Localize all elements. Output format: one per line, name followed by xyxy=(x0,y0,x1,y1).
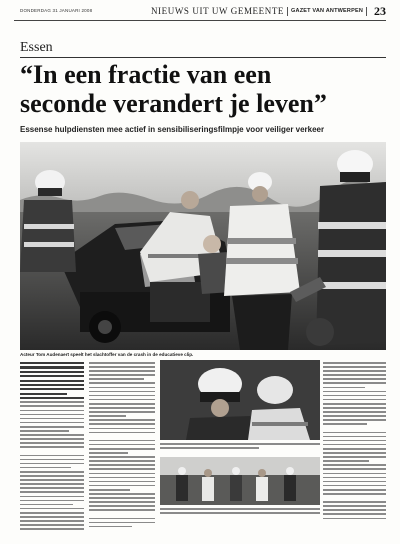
text-line xyxy=(20,438,84,440)
text-line xyxy=(89,387,155,389)
text-line xyxy=(20,422,84,424)
text-line xyxy=(20,384,84,386)
text-line xyxy=(89,362,155,364)
text-line xyxy=(323,448,386,450)
text-line xyxy=(323,473,386,475)
text-line xyxy=(89,411,155,413)
text-line xyxy=(89,509,155,511)
text-line xyxy=(20,410,84,412)
text-line xyxy=(160,508,320,510)
text-line xyxy=(323,460,369,462)
text-line xyxy=(323,387,365,389)
text-line xyxy=(20,366,84,368)
text-line xyxy=(20,397,84,399)
text-line xyxy=(89,366,155,368)
text-line xyxy=(323,501,386,503)
byline xyxy=(340,530,386,534)
text-line xyxy=(20,471,84,473)
header-divider xyxy=(366,7,367,16)
text-line xyxy=(20,508,84,510)
text-line xyxy=(89,415,126,417)
photo-caption-lines xyxy=(160,508,320,519)
text-line xyxy=(323,362,386,364)
text-line xyxy=(323,464,386,466)
text-line xyxy=(20,467,71,469)
text-line xyxy=(160,447,259,449)
text-line xyxy=(323,411,386,413)
text-line xyxy=(323,432,386,434)
text-line xyxy=(323,382,386,384)
text-line xyxy=(20,426,84,428)
text-line xyxy=(20,371,84,373)
text-line xyxy=(323,481,386,483)
main-photo xyxy=(20,142,386,350)
text-line xyxy=(323,513,386,515)
text-line xyxy=(323,493,386,495)
page-header xyxy=(151,3,386,19)
text-line xyxy=(323,403,386,405)
text-line xyxy=(89,497,155,499)
text-line xyxy=(89,444,155,446)
text-line xyxy=(160,443,320,445)
text-line xyxy=(323,440,386,442)
text-line xyxy=(323,423,367,425)
text-line xyxy=(323,395,386,397)
text-line xyxy=(323,497,371,499)
text-line xyxy=(20,516,84,518)
text-line xyxy=(323,509,386,511)
text-line xyxy=(20,405,84,407)
text-line xyxy=(323,505,386,507)
text-line xyxy=(20,451,84,453)
text-line xyxy=(160,512,320,514)
text-line xyxy=(89,522,155,524)
text-line xyxy=(20,375,84,377)
text-line xyxy=(323,415,386,417)
text-line xyxy=(20,512,84,514)
text-line xyxy=(89,477,155,479)
text-line xyxy=(20,388,84,390)
text-line xyxy=(20,463,84,465)
headline-line: seconde verandert je leven” xyxy=(20,89,327,118)
text-line xyxy=(89,501,155,503)
text-line xyxy=(89,493,155,495)
text-line xyxy=(20,528,84,530)
headline-line: “In een fractie van een xyxy=(20,60,272,89)
text-line xyxy=(89,468,155,470)
photo-caption: Acteur Tom Audenaert speelt het slachtoffer van de crash in de educatieve clip. xyxy=(20,352,194,357)
text-line xyxy=(20,393,67,395)
text-line xyxy=(20,446,84,448)
text-line xyxy=(89,374,155,376)
text-line xyxy=(89,436,155,438)
page-number: 23 xyxy=(374,3,386,18)
text-line xyxy=(323,407,386,409)
text-line xyxy=(323,468,386,470)
text-line xyxy=(20,455,84,457)
text-line xyxy=(323,366,386,368)
text-line xyxy=(20,524,84,526)
text-line xyxy=(89,513,155,515)
text-line xyxy=(20,380,84,382)
text-line xyxy=(20,418,84,420)
text-column xyxy=(20,362,84,534)
text-line xyxy=(89,391,155,393)
text-line xyxy=(20,430,69,432)
text-line xyxy=(20,500,84,502)
text-line xyxy=(89,452,128,454)
text-line xyxy=(89,473,155,475)
secondary-photo xyxy=(160,360,320,440)
text-line xyxy=(323,399,386,401)
text-line xyxy=(89,440,155,442)
text-column xyxy=(323,362,386,522)
text-line xyxy=(323,428,386,430)
text-line xyxy=(20,479,84,481)
text-line xyxy=(89,481,155,483)
text-line xyxy=(323,370,386,372)
text-line xyxy=(89,485,155,487)
issue-date: DONDERDAG 31 JANUARI 2008 xyxy=(20,8,93,13)
text-line xyxy=(20,434,84,436)
text-line xyxy=(323,485,386,487)
text-line xyxy=(89,407,155,409)
text-line xyxy=(89,370,155,372)
text-line xyxy=(89,526,132,528)
text-line xyxy=(89,399,155,401)
text-line xyxy=(89,403,155,405)
text-line xyxy=(89,419,155,421)
text-line xyxy=(89,505,155,507)
headline xyxy=(20,60,386,118)
text-line xyxy=(89,456,155,458)
text-line xyxy=(323,419,386,421)
text-line xyxy=(89,448,155,450)
text-line xyxy=(323,391,386,393)
text-line xyxy=(20,401,84,403)
text-line xyxy=(89,378,144,380)
text-line xyxy=(323,452,386,454)
newspaper-name: GAZET VAN ANTWERPEN xyxy=(291,8,363,14)
text-line xyxy=(20,459,84,461)
text-line xyxy=(20,491,84,493)
text-line xyxy=(89,428,155,430)
article-location: Essen xyxy=(20,40,53,55)
text-line xyxy=(323,477,386,479)
text-line xyxy=(323,374,386,376)
text-line xyxy=(89,464,155,466)
text-line xyxy=(323,518,386,520)
text-line xyxy=(323,444,386,446)
text-column xyxy=(89,362,155,534)
text-line xyxy=(323,378,386,380)
text-line xyxy=(89,489,130,491)
header-divider xyxy=(287,7,288,16)
text-line xyxy=(20,496,84,498)
text-line xyxy=(89,395,155,397)
text-line xyxy=(20,504,73,506)
section-title: NIEUWS UIT UW GEMEENTE xyxy=(150,6,285,16)
text-line xyxy=(89,432,155,434)
subheadline: Essense hulpdiensten mee actief in sensibiliseringsfilmpje voor veiliger verkeer xyxy=(20,125,325,134)
text-line xyxy=(20,442,84,444)
text-line xyxy=(20,362,84,364)
text-line xyxy=(20,520,84,522)
text-line xyxy=(323,436,386,438)
kicker-rule xyxy=(20,57,386,58)
photo-caption-lines xyxy=(160,443,320,454)
text-line xyxy=(20,483,84,485)
header-rule xyxy=(14,20,386,21)
text-line xyxy=(20,487,84,489)
text-line xyxy=(89,518,155,520)
text-line xyxy=(20,475,84,477)
text-line xyxy=(89,460,155,462)
text-line xyxy=(323,489,386,491)
text-line xyxy=(89,382,155,384)
text-line xyxy=(89,423,155,425)
text-line xyxy=(20,414,84,416)
group-photo xyxy=(160,457,320,505)
text-line xyxy=(323,456,386,458)
